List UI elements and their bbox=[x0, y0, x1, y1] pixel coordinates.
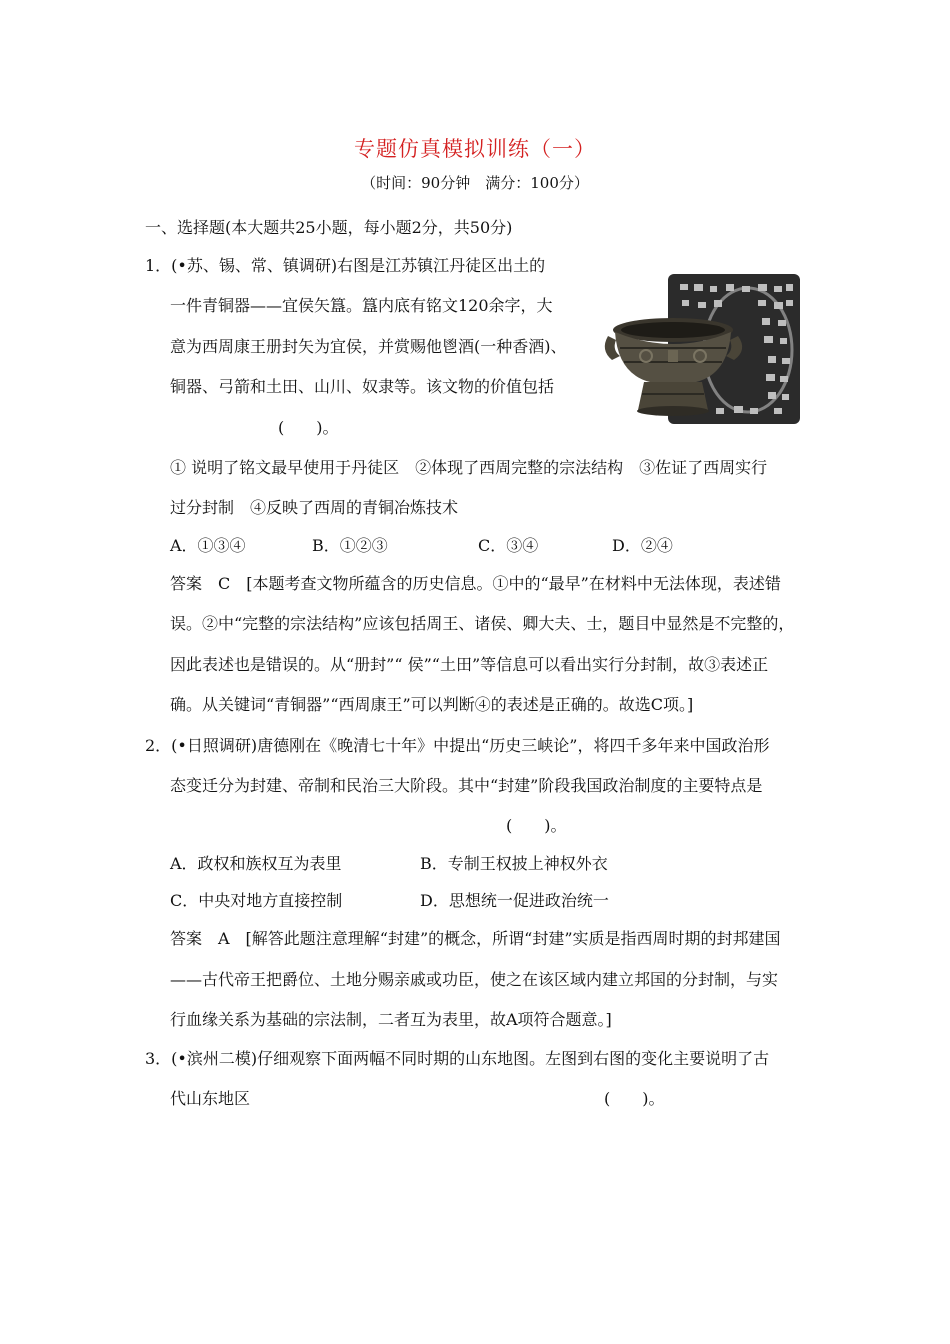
q1-answer: 确。从关键词“青铜器”“西周康王”可以判断④的表述是正确的。故选C项。] bbox=[170, 695, 694, 714]
q1-answer-blank: ( )。 bbox=[278, 418, 339, 437]
q1-line: 意为西周康王册封矢为宜侯，并赏赐他鬯酒(一种香酒)、 bbox=[170, 337, 567, 356]
page-subtitle: （时间：90分钟 满分：100分） bbox=[361, 174, 589, 192]
q1-option-d: D．②④ bbox=[612, 536, 673, 555]
q2-line: 态变迁分为封建、帝制和民治三大阶段。其中“封建”阶段我国政治制度的主要特点是 bbox=[170, 776, 763, 795]
q3-answer-blank: ( )。 bbox=[604, 1089, 665, 1108]
q1-answer: 答案 C [本题考查文物所蕴含的历史信息。①中的“最早”在材料中无法体现，表述错 bbox=[170, 574, 781, 593]
q3-line: 代山东地区 bbox=[170, 1089, 251, 1108]
q2-option-c: C．中央对地方直接控制 bbox=[170, 891, 343, 910]
q1-option-c: C．③④ bbox=[478, 536, 539, 555]
q1-line: 1．(•苏、锡、常、镇调研)右图是江苏镇江丹徒区出土的 bbox=[145, 256, 546, 275]
q2-option-b: B．专制王权披上神权外衣 bbox=[420, 854, 608, 873]
q2-line: 2．(•日照调研)唐德刚在《晚清七十年》中提出“历史三峡论”，将四千多年来中国政治形 bbox=[145, 736, 770, 755]
q2-answer-blank: ( )。 bbox=[506, 816, 567, 835]
q3-line: 3．(•滨州二模)仔细观察下面两幅不同时期的山东地图。左图到右图的变化主要说明了古 bbox=[145, 1049, 770, 1068]
q1-answer: 误。②中“完整的宗法结构”应该包括周王、诸侯、卿大夫、士，题目中显然是不完整的， bbox=[170, 614, 795, 633]
q1-option-b: B．①②③ bbox=[312, 536, 388, 555]
q2-answer: 答案 A [解答此题注意理解“封建”的概念，所谓“封建”实质是指西周时期的封邦建国 bbox=[170, 929, 781, 948]
q1-option-a: A．①③④ bbox=[170, 536, 246, 555]
q1-statements: 过分封制 ④反映了西周的青铜冶炼技术 bbox=[170, 498, 459, 517]
q2-answer: ——古代帝王把爵位、土地分赐亲戚或功臣，使之在该区域内建立邦国的分封制，与实 bbox=[170, 970, 779, 989]
q1-statements: ① 说明了铭文最早使用于丹徒区 ②体现了西周完整的宗法结构 ③佐证了西周实行 bbox=[170, 458, 768, 477]
q2-answer: 行血缘关系为基础的宗法制，二者互为表里，故A项符合题意。] bbox=[170, 1010, 612, 1029]
bronze-vessel-inscription-image bbox=[598, 270, 802, 426]
page-title: 专题仿真模拟训练（一） bbox=[354, 137, 596, 161]
section-heading: 一、选择题(本大题共25小题，每小题2分，共50分) bbox=[145, 218, 513, 237]
q1-line: 一件青铜器——宜侯矢簋。簋内底有铭文120余字，大 bbox=[170, 296, 553, 315]
q2-option-a: A．政权和族权互为表里 bbox=[170, 854, 342, 873]
q1-line: 铜器、弓箭和土田、山川、奴隶等。该文物的价值包括 bbox=[170, 377, 555, 396]
q2-option-d: D．思想统一促进政治统一 bbox=[420, 891, 609, 910]
q1-answer: 因此表述也是错误的。从“册封”“ 侯”“土田”等信息可以看出实行分封制，故③表述正 bbox=[170, 655, 769, 674]
